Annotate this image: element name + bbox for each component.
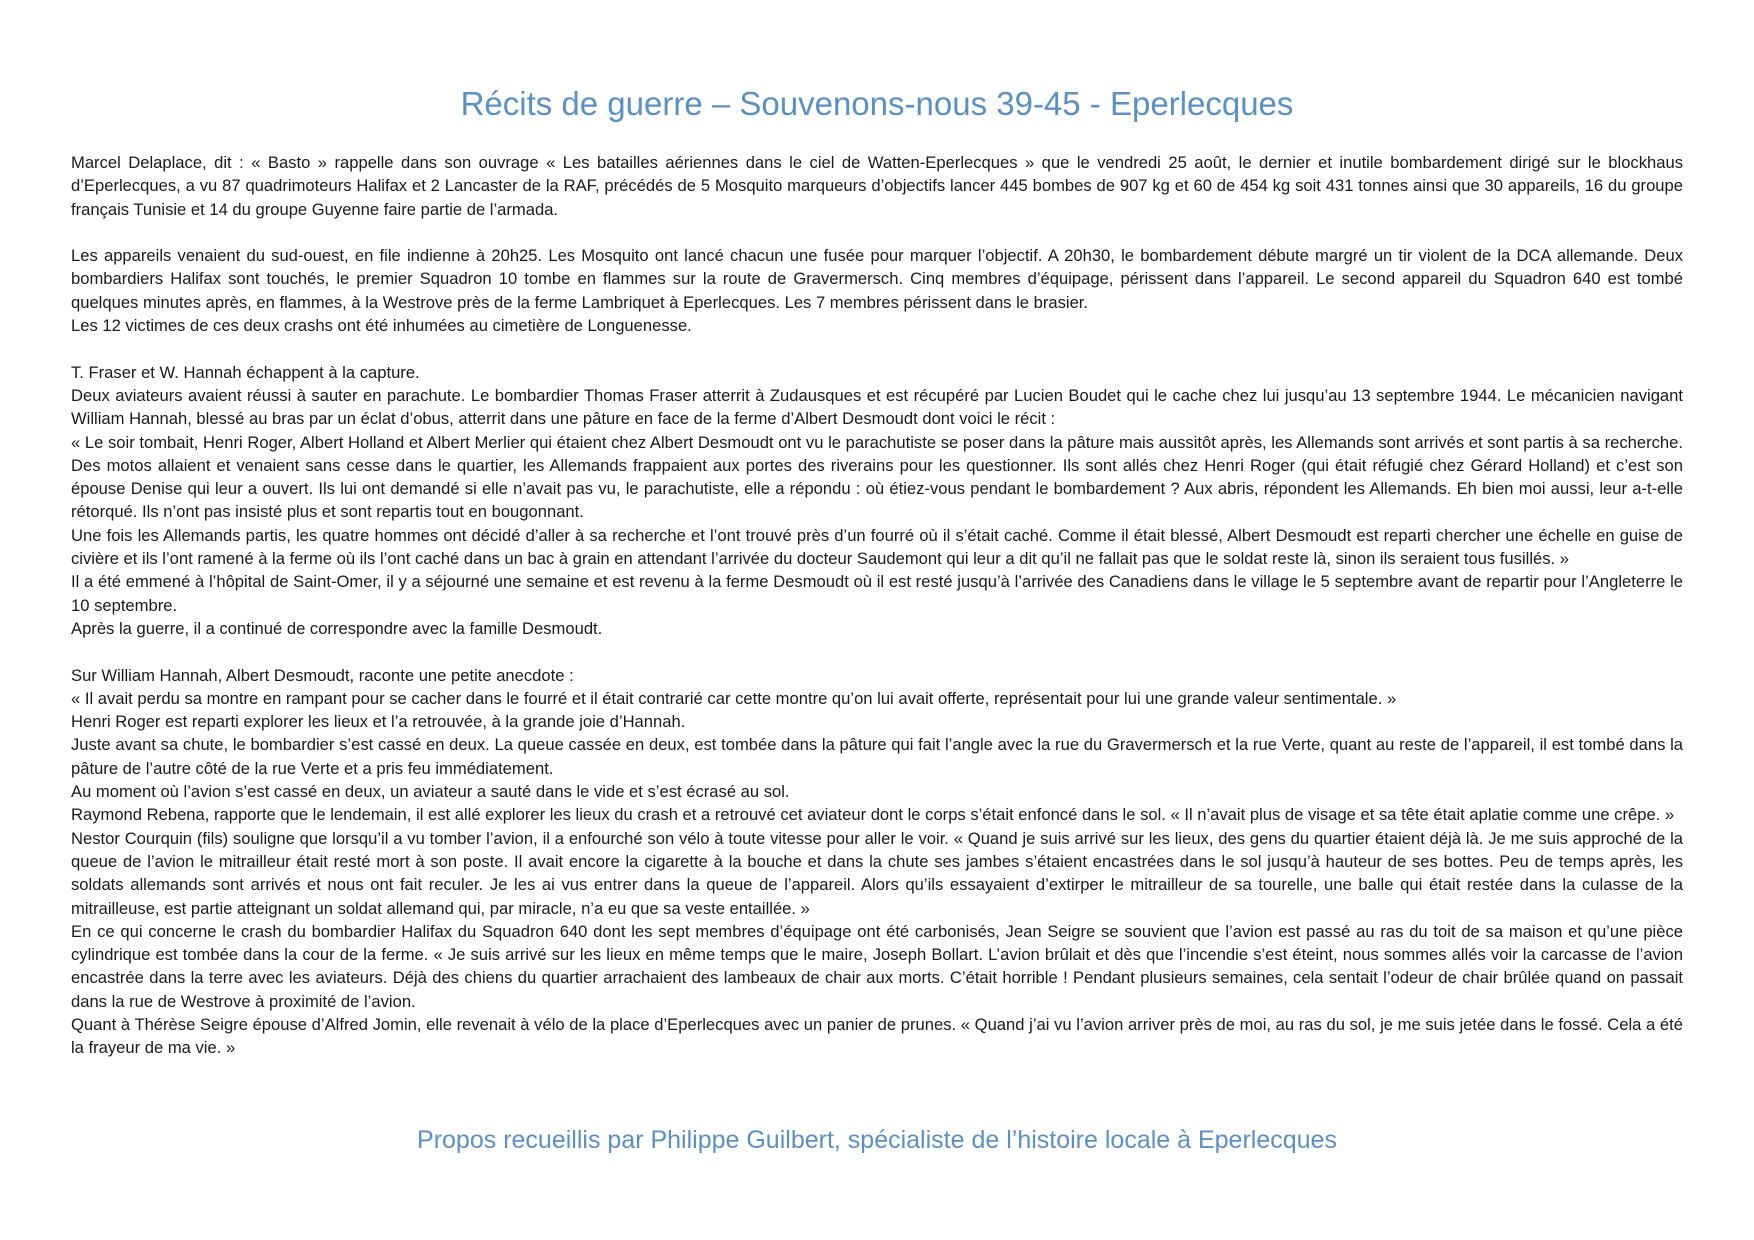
paragraph: Les appareils venaient du sud-ouest, en file indienne à 20h25. Les Mosquito ont lancé chacun une fusée pour marquer l’objectif. A 20h30, le bombardement débute margré un tir violent de la DCA allemande. Deux bombardiers Halifax sont touchés, le premier Squadron 10 tombe en flammes sur la route de Gravermersch. Cinq membres d’équipage, périssent dans l’appareil. Le second appareil du Squadron 640 est tombé quelques minutes après, en flammes, à la Westrove près de la ferme Lambriquet à Eperlecques. Les 7 membres périssent dans le brasier. bbox=[71, 246, 1683, 312]
paragraph-spacer bbox=[71, 221, 1683, 244]
paragraph: « Il avait perdu sa montre en rampant pour se cacher dans le fourré et il était contrarié car cette montre qu’on lui avait offerte, représentait pour lui une grande valeur sentimentale. » bbox=[71, 688, 1397, 708]
paragraph: Au moment où l’avion s’est cassé en deux, un aviateur a sauté dans le vide et s’est écrasé au sol. bbox=[71, 782, 790, 802]
paragraph: Les 12 victimes de ces deux crashs ont été inhumées au cimetière de Longuenesse. bbox=[71, 316, 692, 336]
page-title: Récits de guerre – Souvenons-nous 39-45 - Eperlecques bbox=[460, 85, 1294, 122]
paragraph: Une fois les Allemands partis, les quatre hommes ont décidé d’aller à sa recherche et l’ont trouvé près d’un fourré où il s’était caché. Comme il était blessé, Albert Desmoudt est reparti chercher une échelle en guise de civière et ils l’ont ramené à la ferme où ils l’ont caché dans un bac à grain en attendant l’arrivée du docteur Saudemont qui leur a dit qu’il ne fallait pas que le soldat reste là, sinon ils seraient tous fusillés. » bbox=[71, 525, 1683, 569]
paragraph: Juste avant sa chute, le bombardier s’est cassé en deux. La queue cassée en deux, est tombée dans la pâture qui fait l’angle avec la rue du Gravermersch et la rue Verte, quant au reste de l’appareil, il est tombé dans la pâture de l’autre côté de la rue Verte et a pris feu immédiatement. bbox=[71, 735, 1683, 778]
paragraph: Après la guerre, il a continué de correspondre avec la famille Desmoudt. bbox=[71, 618, 603, 638]
paragraph-spacer bbox=[71, 337, 1683, 360]
paragraph: Deux aviateurs avaient réussi à sauter en parachute. Le bombardier Thomas Fraser atterrit à Zudausques et est récupéré par Lucien Boudet qui le cache chez lui jusqu’au 13 septembre 1944. Le mécanicien navigant William Hannah, blessé au bras par un éclat d’obus, atterrit dans une pâture en face de la ferme d’Albert Desmoudt dont voici le récit : bbox=[71, 385, 1683, 429]
paragraph: Henri Roger est reparti explorer les lieux et l’a retrouvée, à la grande joie d’Hannah. bbox=[71, 712, 686, 732]
paragraph: Raymond Rebena, rapporte que le lendemain, il est allé explorer les lieux du crash et a retrouvé cet aviateur dont le corps s’était enfoncé dans le sol. « Il n’avait plus de visage et sa tête était aplatie comme une crêpe. » bbox=[71, 805, 1675, 825]
paragraph: En ce qui concerne le crash du bombardier Halifax du Squadron 640 dont les sept membres d’équipage ont été carbonisés, Jean Seigre se souvient que l’avion est passé au ras du toit de sa maison et qu’une pièce cylindrique est tombée dans la cour de la ferme. « Je suis arrivé sur les lieux en même temps que le maire, Joseph Bollart. L’avion brûlait et dès que l’incendie s’est éteint, nous sommes allés voir la carcasse de l’avion encastrée dans la terre avec les aviateurs. Déjà des chiens du quartier arrachaient des lambeaux de chair aux morts. C’était horrible ! Pendant plusieurs semaines, cela sentait l’odeur de chair brûlée quand on passait dans la rue de Westrove à proximité de l’avion. bbox=[71, 921, 1683, 1011]
paragraph: Sur William Hannah, Albert Desmoudt, raconte une petite anecdote : bbox=[71, 665, 574, 685]
paragraph: Nestor Courquin (fils) souligne que lorsqu’il a vu tomber l’avion, il a enfourché son vélo à toute vitesse pour aller le voir. « Quand je suis arrivé sur les lieux, des gens du quartier étaient déjà là. Je me suis approché de la queue de l’avion le mitrailleur était resté mort à son poste. Il avait encore la cigarette à la bouche et dans la chute ses jambes s’étaient encastrées dans le sol jusqu’à hauteur de ses bottes. Peu de temps après, les soldats allemands sont arrivés et nous ont fait reculer. Je les ai vus entrer dans la queue de l’appareil. Alors qu’ils essayaient d’extirper le mitrailleur de sa tourelle, une balle qui était restée dans la culasse de la mitrailleuse, est partie atteignant un soldat allemand qui, par miracle, n’a eu que sa veste entaillée. » bbox=[71, 828, 1683, 918]
paragraph: Quant à Thérèse Seigre épouse d’Alfred Jomin, elle revenait à vélo de la place d’Eperlecques avec un panier de prunes. « Quand j’ai vu l’avion arriver près de moi, au ras du sol, je me suis jetée dans le fossé. Cela a été la frayeur de ma vie. » bbox=[71, 1014, 1683, 1058]
section-heading: T. Fraser et W. Hannah échappent à la capture. bbox=[71, 362, 420, 382]
footer-credit: Propos recueillis par Philippe Guilbert, spécialiste de l’histoire locale à Eperlecques bbox=[417, 1126, 1337, 1154]
paragraph-spacer bbox=[71, 640, 1683, 663]
article-body bbox=[71, 151, 1683, 1060]
paragraph: Il a été emmené à l’hôpital de Saint-Omer, il y a séjourné une semaine et est revenu à la ferme Desmoudt où il est resté jusqu’à l’arrivée des Canadiens dans le village le 5 septembre avant de repartir pour l’Angleterre le 10 septembre. bbox=[71, 572, 1683, 615]
paragraph: Marcel Delaplace, dit : « Basto » rappelle dans son ouvrage « Les batailles aériennes dans le ciel de Watten-Eperlecques » que le vendredi 25 août, le dernier et inutile bombardement dirigé sur le blockhaus d’Eperlecques, a vu 87 quadrimoteurs Halifax et 2 Lancaster de la RAF, précédés de 5 Mosquito marqueurs d’objectifs lancer 445 bombes de 907 kg et 60 de 454 kg soit 431 tonnes ainsi que 30 appareils, 16 du groupe français Tunisie et 14 du groupe Guyenne faire partie de l’armada. bbox=[71, 153, 1683, 219]
paragraph: « Le soir tombait, Henri Roger, Albert Holland et Albert Merlier qui étaient chez Albert Desmoudt ont vu le parachutiste se poser dans la pâture mais aussitôt après, les Allemands sont arrivés et sont partis à sa recherche. Des motos allaient et venaient sans cesse dans le quartier, les Allemands frappaient aux portes des riverains pour les questionner. Ils sont allés chez Henri Roger (qui était réfugié chez Gérard Holland) et c’est son épouse Denise qui leur a ouvert. Ils lui ont demandé si elle n’avait pas vu, le parachutiste, elle a répondu : où étiez-vous pendant le bombardement ? Aux abris, répondent les Allemands. Eh bien moi aussi, leur a-t-elle rétorqué. Ils n’ont pas insisté plus et sont repartis tout en bougonnant. bbox=[71, 432, 1683, 522]
